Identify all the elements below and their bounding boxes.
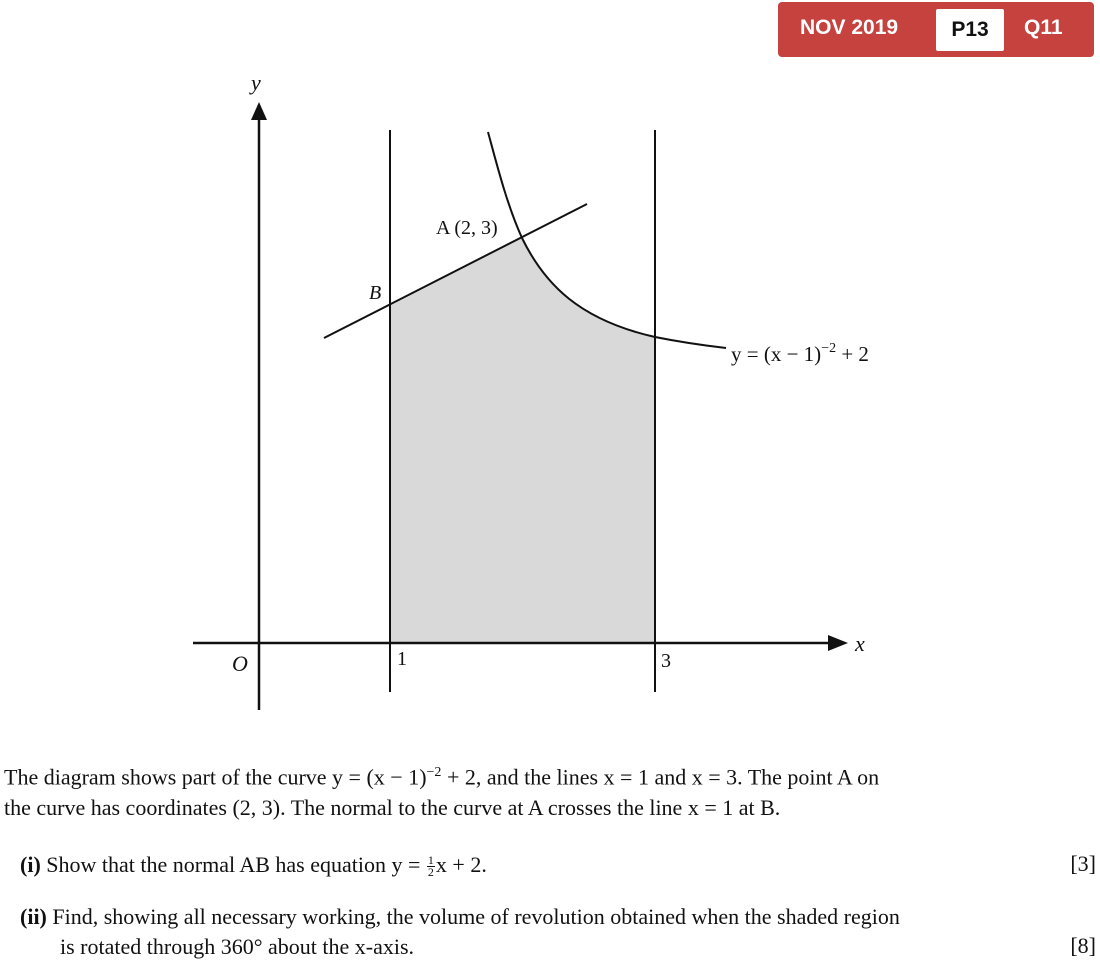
part-ii-label: (ii) xyxy=(20,904,47,929)
point-b-label: B xyxy=(369,282,382,304)
intro-line-1-b: + 2, and the lines x = 1 and x = 3. The point A on xyxy=(441,764,880,790)
half-fraction xyxy=(427,855,435,878)
origin-label: O xyxy=(232,651,248,676)
part-ii-marks: [8] xyxy=(1070,933,1096,958)
question-part-i xyxy=(20,850,487,880)
tick-label-3: 3 xyxy=(661,650,671,672)
intro-line-2: the curve has coordinates (2, 3). The normal to the curve at A crosses the line x = 1 at B. xyxy=(4,795,781,821)
x-axis-arrow xyxy=(828,635,848,651)
x-axis-label: x xyxy=(855,631,865,656)
part-i-label: (i) xyxy=(20,852,41,877)
intro-exponent: −2 xyxy=(426,765,442,780)
part-i-text-b: x + 2. xyxy=(435,852,487,877)
question-intro xyxy=(4,757,1098,823)
y-axis-label: y xyxy=(251,70,261,95)
shaded-region xyxy=(390,238,655,643)
tick-label-1: 1 xyxy=(397,648,407,670)
question-number: Q11 xyxy=(1024,16,1063,39)
curve-equation-main: y = (x − 1) xyxy=(731,342,822,366)
part-ii-line-1: Find, showing all necessary working, the volume of revolution obtained when the shaded region xyxy=(52,904,900,929)
paper-number: P13 xyxy=(936,9,1004,51)
y-axis-arrow xyxy=(251,102,267,120)
point-a-label: A (2, 3) xyxy=(436,217,498,239)
curve-equation-exponent: −2 xyxy=(821,341,837,356)
fraction-numerator: 1 xyxy=(427,853,434,868)
curve-equation-tail: + 2 xyxy=(836,342,869,366)
intro-line-1 xyxy=(4,757,1098,792)
exam-session: NOV 2019 xyxy=(800,16,899,39)
fraction-denominator: 2 xyxy=(427,865,434,880)
curve-equation-label xyxy=(731,341,869,366)
part-i-marks: [3] xyxy=(1070,851,1096,876)
intro-line-1-a: The diagram shows part of the curve y = (x − 1) xyxy=(4,764,427,790)
part-i-text-a: Show that the normal AB has equation y = xyxy=(46,852,426,877)
question-part-ii xyxy=(20,902,900,962)
part-ii-line-2: is rotated through 360° about the x-axis. xyxy=(60,934,415,959)
